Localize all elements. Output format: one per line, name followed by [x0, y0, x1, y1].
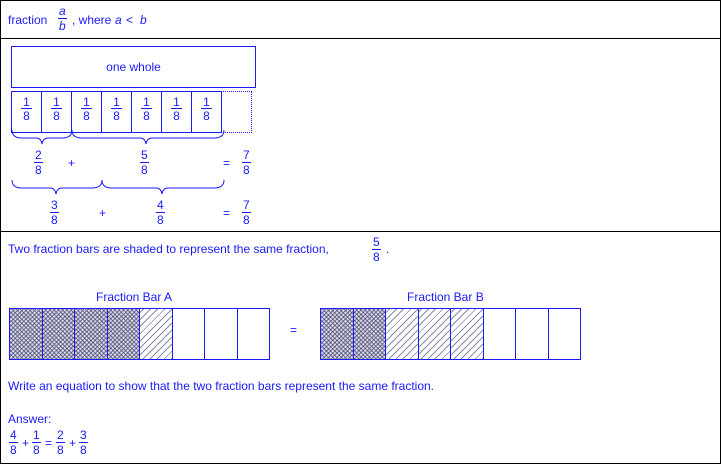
bar-b-cell-dark	[353, 308, 386, 360]
unit-fraction-cell	[131, 91, 162, 133]
unit-fraction-label	[162, 96, 191, 122]
answer-equals: =	[45, 436, 53, 450]
bar-b-cell-empty	[483, 308, 516, 360]
unit-fraction-label	[42, 96, 71, 122]
answer-op-1: +	[22, 436, 30, 450]
row2-left-fraction	[50, 199, 59, 226]
problem-fraction-den: 8	[373, 250, 380, 264]
header-cond-b: b	[140, 13, 147, 27]
problem-intro: Two fraction bars are shaded to represent the same fraction,	[8, 242, 329, 256]
row2-plus: +	[99, 206, 107, 220]
answer-term-2	[32, 429, 41, 456]
one-whole-bar	[11, 46, 256, 88]
row2-right-den: 8	[157, 213, 164, 227]
row1-result-den: 8	[243, 163, 250, 177]
unit-fraction-num: 1	[143, 95, 150, 109]
row1-left-fraction	[34, 149, 43, 176]
unit-fraction-cell	[41, 91, 72, 133]
row1-right-fraction	[140, 149, 149, 176]
unit-fraction-den: 8	[173, 109, 180, 123]
header-fraction-den: b	[59, 19, 66, 33]
problem-fraction-num: 5	[373, 235, 380, 249]
bar-b-cell-empty	[548, 308, 581, 360]
bar-a-cell-dark	[107, 308, 140, 360]
section-divider-1	[0, 38, 721, 39]
unit-fraction-den: 8	[113, 109, 120, 123]
header-cond-a: a	[115, 13, 122, 27]
unit-fraction-den: 8	[23, 109, 30, 123]
bar-a-cell-dark	[9, 308, 43, 360]
brace-4-eighths	[102, 180, 224, 194]
row2-result-num: 7	[243, 198, 250, 212]
answer-t4-num: 3	[80, 428, 87, 442]
row1-right-den: 8	[141, 163, 148, 177]
unit-fraction-cell	[191, 91, 222, 133]
unit-fraction-den: 8	[83, 109, 90, 123]
row2-right-fraction	[156, 199, 165, 226]
one-whole-label: one whole	[106, 60, 161, 74]
row1-result-num: 7	[243, 148, 250, 162]
unit-fraction-den: 8	[203, 109, 210, 123]
answer-t2-den: 8	[33, 443, 40, 457]
bar-b-label: Fraction Bar B	[407, 290, 484, 304]
answer-label: Answer:	[8, 412, 52, 426]
unit-fraction-num: 1	[53, 95, 60, 109]
bars-equals: =	[290, 323, 298, 337]
answer-t3-den: 8	[57, 443, 64, 457]
header-fraction-num: a	[59, 4, 66, 18]
answer-term-1	[9, 429, 18, 456]
unit-fraction-num: 1	[23, 95, 30, 109]
section-divider-2	[0, 231, 721, 232]
unit-fraction-label	[192, 96, 221, 122]
answer-t3-num: 2	[57, 428, 64, 442]
bar-b-cell-dark	[320, 308, 354, 360]
brace-3-eighths	[12, 180, 102, 194]
bar-a-cell-empty	[237, 308, 270, 360]
header-cond-lt: <	[126, 13, 134, 27]
bar-a-cell-empty	[204, 308, 238, 360]
row1-right-num: 5	[141, 148, 148, 162]
unit-fraction-label	[12, 96, 41, 122]
header-suffix: , where	[72, 13, 112, 27]
bar-a-cell-light	[139, 308, 173, 360]
row2-right-num: 4	[157, 198, 164, 212]
unit-fraction-num: 1	[83, 95, 90, 109]
unit-fraction-cell	[161, 91, 192, 133]
brace-5-eighths	[72, 130, 224, 144]
unit-fraction-label	[132, 96, 161, 122]
row2-equals: =	[223, 206, 231, 220]
row1-plus: +	[68, 156, 76, 170]
bar-b-cell-empty	[515, 308, 549, 360]
unit-fraction-num: 1	[203, 95, 210, 109]
unit-fraction-cell	[11, 91, 42, 133]
bar-a-label: Fraction Bar A	[96, 290, 173, 304]
answer-op-2: +	[69, 436, 77, 450]
unit-fraction-cell	[101, 91, 132, 133]
bar-a-cell-dark	[42, 308, 75, 360]
row2-left-num: 3	[51, 198, 58, 212]
row1-equals: =	[223, 156, 231, 170]
row1-left-den: 8	[35, 163, 42, 177]
bar-a-cell-empty	[172, 308, 205, 360]
answer-t1-den: 8	[10, 443, 17, 457]
unit-fraction-den: 8	[53, 109, 60, 123]
unit-fraction-cell	[71, 91, 102, 133]
bar-b-cell-light	[450, 308, 484, 360]
unit-fraction-label	[102, 96, 131, 122]
row2-result-fraction	[242, 199, 251, 226]
header-fraction	[58, 5, 67, 32]
answer-t1-num: 4	[10, 428, 17, 442]
problem-period: .	[386, 242, 390, 256]
unit-fraction-label	[72, 96, 101, 122]
fraction-bar-a	[9, 308, 268, 360]
header-prefix: fraction	[8, 13, 48, 27]
bar-b-cell-light	[418, 308, 451, 360]
unit-fraction-num: 1	[173, 95, 180, 109]
answer-t4-den: 8	[80, 443, 87, 457]
answer-term-3	[56, 429, 65, 456]
problem-fraction	[372, 236, 381, 263]
row1-result-fraction	[242, 149, 251, 176]
row2-result-den: 8	[243, 213, 250, 227]
row1-left-num: 2	[35, 148, 42, 162]
fraction-bar-b	[320, 308, 579, 360]
answer-term-4	[79, 429, 88, 456]
unit-fraction-den: 8	[143, 109, 150, 123]
unit-fraction-num: 1	[113, 95, 120, 109]
bar-b-cell-light	[385, 308, 419, 360]
instruction-text: Write an equation to show that the two fraction bars represent the same fraction.	[8, 379, 435, 393]
brace-2-eighths	[12, 130, 72, 144]
empty-unit-cell	[221, 91, 252, 133]
answer-t2-num: 1	[33, 428, 40, 442]
bar-a-cell-dark	[74, 308, 108, 360]
row2-left-den: 8	[51, 213, 58, 227]
